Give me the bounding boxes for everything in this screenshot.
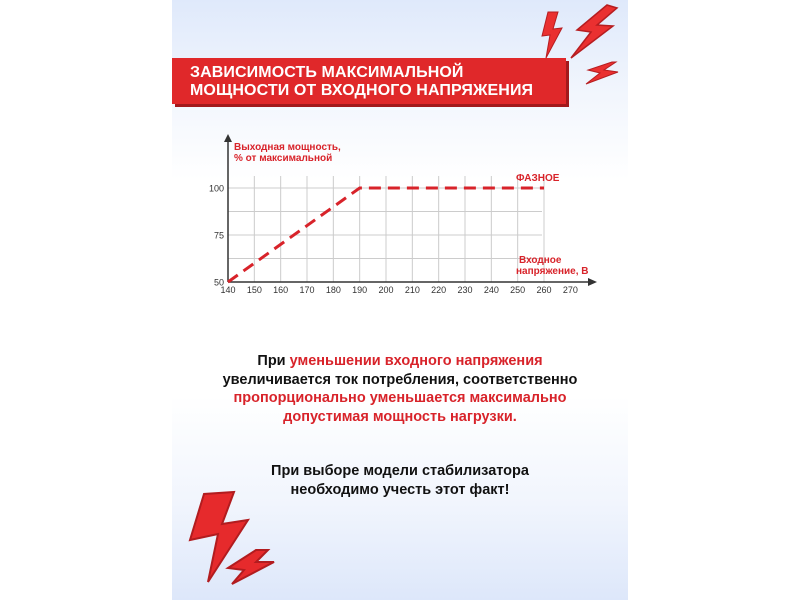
x-tick-label: 150: [246, 285, 262, 295]
x-tick-label: 260: [536, 285, 552, 295]
paragraph-2-line-1: При выборе модели стабилизатора: [271, 463, 529, 479]
title-line-2: МОЩНОСТИ ОТ ВХОДНОГО НАПРЯЖЕНИЯ: [190, 82, 534, 99]
chart-grid: [228, 176, 544, 282]
infographic-card: [172, 0, 628, 600]
x-tick-label: 230: [457, 285, 473, 295]
x-tick-label: 160: [273, 285, 289, 295]
x-tick-label: 240: [483, 285, 499, 295]
voltage-power-chart: [172, 0, 628, 340]
x-tick-label: 180: [325, 285, 341, 295]
x-tick-label: 270: [562, 285, 578, 295]
y-axis-arrow: [224, 134, 232, 142]
x-tick-label: 210: [404, 285, 420, 295]
x-tick-label: 140: [220, 285, 236, 295]
y-tick-label: 50: [213, 277, 224, 288]
paragraph-2: [172, 462, 628, 499]
paragraph-1-line-1: [172, 352, 628, 371]
y-tick-label: 75: [213, 230, 224, 241]
paragraph-1-line-2: увеличивается ток потребления, соответственно: [222, 371, 578, 388]
paragraph-1-line-4: допустимая мощность нагрузки.: [283, 408, 517, 425]
paragraph-1-line-1-prefix: При: [257, 353, 290, 369]
paragraph-2-line-2: необходимо учесть этот факт!: [290, 481, 510, 498]
paragraph-1: [172, 352, 628, 426]
x-tick-label: 250: [510, 285, 526, 295]
x-tick-label: 220: [431, 285, 447, 295]
y-axis-label-line-2: % от максимальной: [234, 153, 333, 164]
paragraph-1-line-1-highlight: уменьшении входного напряжения: [289, 353, 543, 369]
series-label: ФАЗНОЕ: [516, 173, 560, 184]
y-axis-label-line-1: Выходная мощность,: [234, 142, 341, 153]
title-line-1: ЗАВИСИМОСТЬ МАКСИМАЛЬНОЙ: [190, 64, 464, 81]
y-tick-label: 100: [208, 183, 224, 194]
x-axis-arrow: [588, 278, 597, 286]
x-tick-label: 190: [352, 285, 368, 295]
x-axis-label-line-2: напряжение, В: [516, 266, 589, 277]
x-tick-label: 200: [378, 285, 394, 295]
x-tick-labels: [220, 285, 577, 295]
x-axis-label-line-1: Входное: [519, 255, 562, 266]
y-tick-labels: [209, 184, 224, 288]
x-tick-label: 170: [299, 285, 315, 295]
paragraph-1-line-3: пропорционально уменьшается максимально: [233, 390, 567, 406]
lightning-bolt-icon: [182, 488, 282, 588]
